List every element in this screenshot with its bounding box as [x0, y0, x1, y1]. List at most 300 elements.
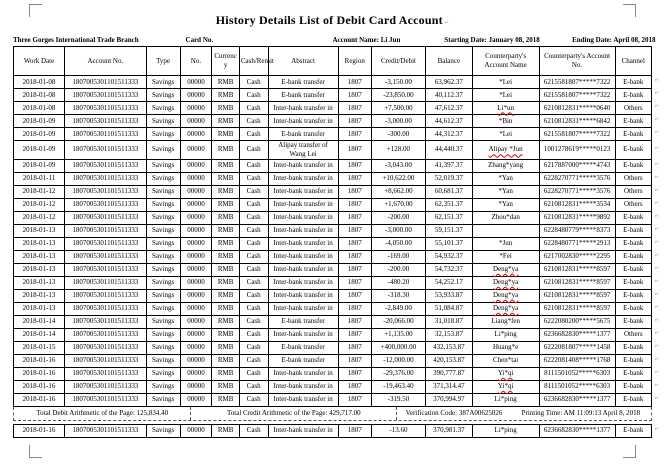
cell-no: 00000 [180, 198, 212, 211]
cell-balance: 432,153.87 [426, 341, 473, 354]
cell-abstract: Inter-bank transfer in [268, 224, 338, 237]
cell-counterparty-account-no: 6228270771*****3576 [539, 172, 615, 185]
cell-cash-remit: Cash [239, 315, 268, 328]
cell-no: 00000 [180, 128, 212, 141]
cell-counterparty-account-no: 6210812831*****8597 [539, 289, 615, 302]
header-abstract: Abstract [268, 47, 338, 76]
page-totals-row [13, 407, 652, 421]
cell-type: Savings [146, 172, 180, 185]
cell-type: Savings [146, 341, 180, 354]
cell-balance: 54,732.37 [426, 263, 473, 276]
cell-currency: RMB [212, 211, 239, 224]
cell-balance: 32,153.87 [426, 328, 473, 341]
cell-account-no: 1807005301101511333 [65, 393, 147, 406]
header-work-date: Work Date [14, 47, 65, 76]
text-boundary-mark-bottom-right [623, 445, 636, 458]
cell-cash-remit: Cash [239, 224, 268, 237]
cell-type: Savings [146, 354, 180, 367]
cell-channel: Others [615, 328, 651, 341]
cell-work-date: 2018-01-09 [14, 128, 65, 141]
cell-channel: E-bank [615, 393, 651, 406]
page-title: History Details List of Debit Card Account ↵ [0, 0, 665, 28]
cell-currency: RMB [212, 172, 239, 185]
cell-currency: RMB [212, 76, 239, 89]
table-row [14, 328, 652, 341]
table-row [14, 185, 652, 198]
cell-channel: E-bank [615, 354, 651, 367]
cell-cash-remit: Cash [239, 250, 268, 263]
cell-cash-remit: Cash [239, 102, 268, 115]
printing-time: Printing Time: AM 11:09:13 April 8, 2018 [521, 409, 641, 417]
cell-counterparty-name: *Yan [472, 185, 539, 198]
table-row [14, 237, 652, 250]
cell-channel: E-bank [615, 276, 651, 289]
header-cash-remit: Cash/Remit [239, 47, 268, 76]
starting-date: Starting Date: January 08, 2018 [444, 36, 540, 44]
cell-credit-debit: +128.00 [371, 141, 425, 160]
cell-work-date: 2018-01-16 [14, 354, 65, 367]
cell-channel: Others [615, 198, 651, 211]
cell-type: Savings [146, 424, 180, 437]
cell-currency: RMB [212, 141, 239, 160]
cell-work-date: 2018-01-13 [14, 263, 65, 276]
table-header-row [14, 47, 652, 76]
cell-currency: RMB [212, 328, 239, 341]
cell-region: 1807 [338, 341, 371, 354]
cell-counterparty-name: Deng*ya [472, 289, 539, 302]
cell-abstract: Alipay transfer of Wang Lei [268, 141, 338, 160]
cell-currency: RMB [212, 250, 239, 263]
cell-counterparty-account-no: 6228270771*****3576 [539, 185, 615, 198]
cell-account-no: 1807005301101511333 [65, 172, 147, 185]
cell-currency: RMB [212, 424, 239, 437]
cell-counterparty-account-no: 6215581807*****7322 [539, 89, 615, 102]
cell-counterparty-name: Yi*qi [472, 367, 539, 380]
cell-cash-remit: Cash [239, 424, 268, 437]
cell-counterparty-account-no: 6222081807*****1458 [539, 341, 615, 354]
cell-type: Savings [146, 224, 180, 237]
cell-account-no: 1807005301101511333 [65, 224, 147, 237]
cell-account-no: 1807005301101511333 [65, 185, 147, 198]
cell-abstract: Inter-bank transfer in [268, 424, 338, 437]
cell-counterparty-name: *Yan [472, 172, 539, 185]
cell-balance: 44,612.37 [426, 115, 473, 128]
table-row [14, 263, 652, 276]
cell-counterparty-name: Deng*ya [472, 276, 539, 289]
cell-channel: E-bank [615, 367, 651, 380]
cell-channel: E-bank [615, 263, 651, 276]
cell-no: 00000 [180, 141, 212, 160]
cell-no: 00000 [180, 263, 212, 276]
cell-counterparty-account-no: 6210812831*****8597 [539, 263, 615, 276]
cell-counterparty-name: Li*ping [472, 393, 539, 406]
cell-region: 1807 [338, 159, 371, 172]
cell-credit-debit: -13.60 [371, 424, 425, 437]
cell-work-date: 2018-01-12 [14, 185, 65, 198]
cell-counterparty-account-no: 6222080200*****5675 [539, 315, 615, 328]
cell-type: Savings [146, 198, 180, 211]
cell-region: 1807 [338, 185, 371, 198]
cell-currency: RMB [212, 224, 239, 237]
cell-currency: RMB [212, 102, 239, 115]
header-balance: Balance [426, 47, 473, 76]
cell-region: 1807 [338, 102, 371, 115]
cell-credit-debit: -169.00 [371, 250, 425, 263]
cell-no: 00000 [180, 211, 212, 224]
header-counterparty-name: Counterparty's Account Name [472, 47, 539, 76]
cell-counterparty-name: Li*ping [472, 328, 539, 341]
table-row [14, 198, 652, 211]
cell-balance: 420,153.87 [426, 354, 473, 367]
cell-counterparty-account-no: 6236682830*****1377 [539, 393, 615, 406]
cell-counterparty-name: *Jun [472, 237, 539, 250]
cell-abstract: Inter-bank transfer in [268, 328, 338, 341]
cell-type: Savings [146, 237, 180, 250]
cell-region: 1807 [338, 211, 371, 224]
cell-type: Savings [146, 141, 180, 160]
cell-no: 00000 [180, 302, 212, 315]
cell-credit-debit: -318.30 [371, 289, 425, 302]
cell-channel: E-bank [615, 424, 651, 437]
cell-type: Savings [146, 276, 180, 289]
cell-no: 00000 [180, 224, 212, 237]
cell-counterparty-name: *Bin [472, 115, 539, 128]
cell-cash-remit: Cash [239, 115, 268, 128]
cell-work-date: 2018-01-08 [14, 89, 65, 102]
cell-counterparty-name: Zhang*yang [472, 159, 539, 172]
cell-account-no: 1807005301101511333 [65, 102, 147, 115]
cell-no: 00000 [180, 172, 212, 185]
cell-no: 00000 [180, 341, 212, 354]
cell-counterparty-name: Liang*fen [472, 315, 539, 328]
card-no-label: Card No. [185, 36, 214, 44]
cell-counterparty-account-no: 6210812831*****6842 [539, 115, 615, 128]
cell-balance: 31,018.87 [426, 315, 473, 328]
cell-channel: E-bank [615, 341, 651, 354]
cell-region: 1807 [338, 198, 371, 211]
cell-abstract: E-bank transfer [268, 128, 338, 141]
cell-credit-debit: -29,376.00 [371, 367, 425, 380]
cell-currency: RMB [212, 302, 239, 315]
cell-channel: E-bank [615, 211, 651, 224]
cell-counterparty-name: *Lei [472, 76, 539, 89]
table-row [14, 128, 652, 141]
cell-cash-remit: Cash [239, 128, 268, 141]
cell-counterparty-account-no: 6210812831*****9892 [539, 211, 615, 224]
cell-abstract: Inter-bank transfer in [268, 159, 338, 172]
cell-abstract: E-bank transfer [268, 354, 338, 367]
cell-region: 1807 [338, 393, 371, 406]
cell-region: 1807 [338, 315, 371, 328]
cell-region: 1807 [338, 380, 371, 393]
cell-type: Savings [146, 328, 180, 341]
cell-counterparty-account-no: 6210812831*****8597 [539, 302, 615, 315]
cell-counterparty-account-no: 6236682830*****1377 [539, 328, 615, 341]
cell-counterparty-account-no: 6228480779*****8373 [539, 224, 615, 237]
cell-counterparty-account-no: 1001278619*****0123 [539, 141, 615, 160]
cell-currency: RMB [212, 89, 239, 102]
table-row [14, 76, 652, 89]
table-row [14, 393, 652, 406]
cell-credit-debit: +7,500.00 [371, 102, 425, 115]
cell-work-date: 2018-01-11 [14, 172, 65, 185]
cell-cash-remit: Cash [239, 211, 268, 224]
cell-abstract: E-bank transfer [268, 341, 338, 354]
cell-balance: 54,932.37 [426, 250, 473, 263]
cell-cash-remit: Cash [239, 328, 268, 341]
cell-cash-remit: Cash [239, 141, 268, 160]
cell-no: 00000 [180, 315, 212, 328]
cell-balance: 390,777.87 [426, 367, 473, 380]
cell-no: 00000 [180, 159, 212, 172]
cell-balance: 62,151.37 [426, 211, 473, 224]
cell-counterparty-account-no: 6215581807*****7322 [539, 76, 615, 89]
cell-region: 1807 [338, 289, 371, 302]
header-credit-debit: Credit/Debit [371, 47, 425, 76]
cell-abstract: Inter-bank transfer in [268, 102, 338, 115]
cell-currency: RMB [212, 128, 239, 141]
cell-channel: E-bank [615, 141, 651, 160]
cell-abstract: E-bank transfer [268, 76, 338, 89]
cell-counterparty-name: Huang*e [472, 341, 539, 354]
cell-currency: RMB [212, 276, 239, 289]
cell-type: Savings [146, 89, 180, 102]
cell-credit-debit: +8,662.00 [371, 185, 425, 198]
cell-type: Savings [146, 315, 180, 328]
cell-balance: 54,252.17 [426, 276, 473, 289]
cell-abstract: E-bank transfer [268, 89, 338, 102]
cell-counterparty-name: Zhou*dan [472, 211, 539, 224]
cell-counterparty-account-no: 8111501052*****6303 [539, 367, 615, 380]
cell-currency: RMB [212, 263, 239, 276]
cell-account-no: 1807005301101511333 [65, 289, 147, 302]
cell-account-no: 1807005301101511333 [65, 341, 147, 354]
cell-account-no: 1807005301101511333 [65, 380, 147, 393]
cell-account-no: 1807005301101511333 [65, 115, 147, 128]
cell-region: 1807 [338, 302, 371, 315]
cell-region: 1807 [338, 76, 371, 89]
cell-balance: 51,084.87 [426, 302, 473, 315]
cell-region: 1807 [338, 115, 371, 128]
cell-cash-remit: Cash [239, 237, 268, 250]
cell-cash-remit: Cash [239, 159, 268, 172]
cell-region: 1807 [338, 367, 371, 380]
cell-counterparty-name: Chen*tai [472, 354, 539, 367]
cell-work-date: 2018-01-13 [14, 289, 65, 302]
cell-type: Savings [146, 250, 180, 263]
cell-abstract: Inter-bank transfer in [268, 276, 338, 289]
cell-counterparty-account-no: 6210812831*****3534 [539, 198, 615, 211]
cell-account-no: 1807005301101511333 [65, 211, 147, 224]
cell-work-date: 2018-01-15 [14, 341, 65, 354]
cell-credit-debit: -3,000.00 [371, 224, 425, 237]
header-account-no: Account No. [65, 47, 147, 76]
cell-abstract: Inter-bank transfer in [268, 367, 338, 380]
cell-channel: E-bank [615, 289, 651, 302]
cell-abstract: Inter-bank transfer in [268, 302, 338, 315]
cell-type: Savings [146, 393, 180, 406]
cell-credit-debit: -23,850.00 [371, 89, 425, 102]
cell-account-no: 1807005301101511333 [65, 367, 147, 380]
cell-credit-debit: -19,463.40 [371, 380, 425, 393]
header-region: Region [338, 47, 371, 76]
cell-no: 00000 [180, 76, 212, 89]
cell-balance: 41,397.37 [426, 159, 473, 172]
cell-balance: 60,681.37 [426, 185, 473, 198]
cell-work-date: 2018-01-13 [14, 302, 65, 315]
cell-account-no: 1807005301101511333 [65, 276, 147, 289]
cell-currency: RMB [212, 289, 239, 302]
paragraph-mark-icon [443, 13, 449, 27]
cell-no: 00000 [180, 185, 212, 198]
cell-currency: RMB [212, 354, 239, 367]
table-row [14, 315, 652, 328]
cell-work-date: 2018-01-12 [14, 211, 65, 224]
cell-type: Savings [146, 263, 180, 276]
text-boundary-mark-bottom-left [29, 445, 42, 458]
cell-credit-debit: +1,670.00 [371, 198, 425, 211]
cell-work-date: 2018-01-13 [14, 224, 65, 237]
cell-abstract: Inter-bank transfer in [268, 380, 338, 393]
cell-channel: E-bank [615, 302, 651, 315]
cell-cash-remit: Cash [239, 172, 268, 185]
cell-channel: E-bank [615, 115, 651, 128]
cell-channel: Others [615, 102, 651, 115]
cell-work-date: 2018-01-12 [14, 198, 65, 211]
cell-account-no: 1807005301101511333 [65, 76, 147, 89]
cell-cash-remit: Cash [239, 367, 268, 380]
table-row [14, 211, 652, 224]
cell-no: 00000 [180, 89, 212, 102]
cell-type: Savings [146, 367, 180, 380]
cell-counterparty-name: Deng*ya [472, 302, 539, 315]
cell-channel: E-bank [615, 159, 651, 172]
cell-account-no: 1807005301101511333 [65, 198, 147, 211]
cell-credit-debit: +10,622.00 [371, 172, 425, 185]
table-row [14, 367, 652, 380]
cell-credit-debit: -319.50 [371, 393, 425, 406]
cell-account-no: 1807005301101511333 [65, 89, 147, 102]
text-boundary-mark-top-right [623, 4, 636, 17]
cell-cash-remit: Cash [239, 276, 268, 289]
cell-type: Savings [146, 115, 180, 128]
cell-cash-remit: Cash [239, 354, 268, 367]
cell-counterparty-account-no: 6210812831*****8597 [539, 276, 615, 289]
cell-no: 00000 [180, 393, 212, 406]
cell-counterparty-name: Yi*qi [472, 380, 539, 393]
cell-balance: 44,440.37 [426, 141, 473, 160]
header-currency: Currency [212, 47, 239, 76]
cell-counterparty-account-no: 6217887000*****4743 [539, 159, 615, 172]
cell-credit-debit: -2,849.00 [371, 302, 425, 315]
cell-region: 1807 [338, 263, 371, 276]
cell-no: 00000 [180, 424, 212, 437]
cell-counterparty-name: Li*un [472, 102, 539, 115]
cell-currency: RMB [212, 159, 239, 172]
cell-balance: 44,312.37 [426, 128, 473, 141]
next-page-first-row-table [13, 424, 652, 438]
cell-no: 00000 [180, 276, 212, 289]
cell-counterparty-name: Li*ping [472, 424, 539, 437]
cell-account-no: 1807005301101511333 [65, 302, 147, 315]
cell-account-no: 1807005301101511333 [65, 354, 147, 367]
cell-no: 00000 [180, 250, 212, 263]
cell-credit-debit: -20,066.00 [371, 315, 425, 328]
cell-balance: 371,314.47 [426, 380, 473, 393]
cell-abstract: Inter-bank transfer in [268, 393, 338, 406]
cell-channel: E-bank [615, 250, 651, 263]
cell-counterparty-account-no: 6236682830*****1377 [539, 424, 615, 437]
cell-counterparty-name [472, 224, 539, 237]
cell-cash-remit: Cash [239, 393, 268, 406]
cell-work-date: 2018-01-08 [14, 76, 65, 89]
cell-balance: 370,981.37 [426, 424, 473, 437]
cell-work-date: 2018-01-09 [14, 115, 65, 128]
cell-currency: RMB [212, 198, 239, 211]
cell-type: Savings [146, 211, 180, 224]
cell-counterparty-name: *Lei [472, 128, 539, 141]
transactions-table [13, 46, 652, 407]
cell-credit-debit: -200.00 [371, 211, 425, 224]
cell-channel: E-bank [615, 224, 651, 237]
cell-currency: RMB [212, 115, 239, 128]
cell-abstract: Inter-bank transfer in [268, 172, 338, 185]
cell-no: 00000 [180, 289, 212, 302]
cell-cash-remit: Cash [239, 185, 268, 198]
cell-work-date: 2018-01-14 [14, 328, 65, 341]
cell-abstract: Inter-bank transfer in [268, 211, 338, 224]
cell-balance: 55,101.37 [426, 237, 473, 250]
cell-cash-remit: Cash [239, 198, 268, 211]
header-counterparty-account-no: Counterparty's Account No. [539, 47, 615, 76]
cell-region: 1807 [338, 250, 371, 263]
cell-cash-remit: Cash [239, 289, 268, 302]
cell-work-date: 2018-01-16 [14, 393, 65, 406]
cell-type: Savings [146, 102, 180, 115]
cell-work-date: 2018-01-13 [14, 250, 65, 263]
footer-table-body [14, 424, 652, 437]
report-meta [13, 36, 656, 45]
table-row [14, 89, 652, 102]
cell-region: 1807 [338, 424, 371, 437]
cell-balance: 52,019.37 [426, 172, 473, 185]
table-row [14, 159, 652, 172]
table-body [14, 76, 652, 407]
cell-region: 1807 [338, 128, 371, 141]
cell-no: 00000 [180, 102, 212, 115]
cell-credit-debit: -480.20 [371, 276, 425, 289]
cell-work-date: 2018-01-14 [14, 315, 65, 328]
table-row [14, 102, 652, 115]
cell-work-date: 2018-01-13 [14, 237, 65, 250]
cell-channel: Others [615, 172, 651, 185]
cell-region: 1807 [338, 141, 371, 160]
cell-counterparty-account-no: 6228480771*****2913 [539, 237, 615, 250]
cell-type: Savings [146, 185, 180, 198]
cell-currency: RMB [212, 380, 239, 393]
cell-work-date: 2018-01-16 [14, 380, 65, 393]
cell-work-date: 2018-01-08 [14, 102, 65, 115]
cell-region: 1807 [338, 89, 371, 102]
cell-type: Savings [146, 76, 180, 89]
cell-channel: Others [615, 185, 651, 198]
cell-type: Savings [146, 289, 180, 302]
cell-type: Savings [146, 159, 180, 172]
ending-date: Ending Date: April 08, 2018 [572, 36, 656, 44]
cell-currency: RMB [212, 341, 239, 354]
cell-abstract: Inter-bank transfer in [268, 237, 338, 250]
cell-account-no: 1807005301101511333 [65, 237, 147, 250]
